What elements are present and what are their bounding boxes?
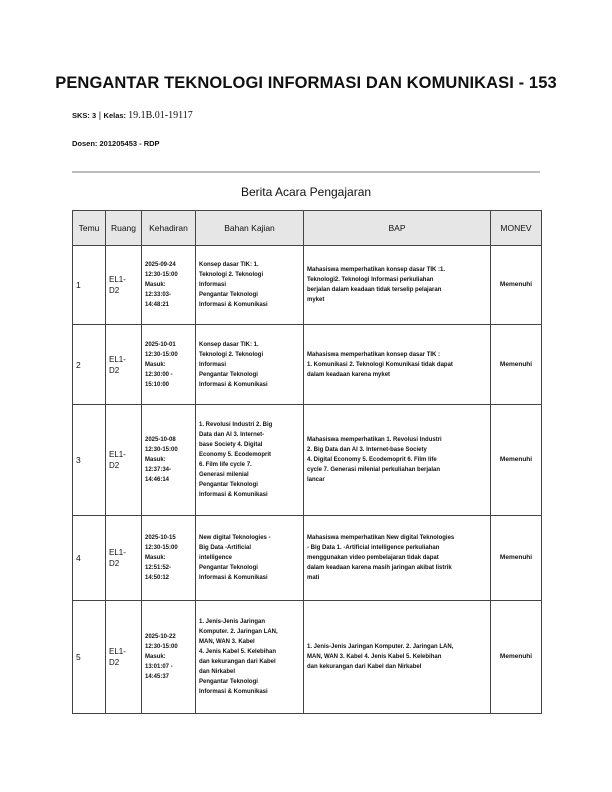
cell-bahan-kajian-line: Komputer. 2. Jaringan LAN, [199,629,278,635]
cell-bahan-kajian [196,405,304,516]
cell-bahan-kajian-line: MAN, WAN 3. Kabel [199,639,255,645]
cell-kehadiran [142,405,196,516]
cell-bahan-kajian [196,601,304,714]
cell-bahan-kajian-line: 4. Jenis Kabel 5. Kelebihan [199,649,277,655]
cell-bahan-kajian-line: 1. Revolusi Industri 2. Big [199,422,273,428]
cell-bap-line: Mahasiswa memperhatikan konsep dasar TIK :1. [307,267,446,273]
cell-ruang [106,405,142,516]
cell-ruang-line: D2 [109,559,120,568]
cell-bahan-kajian-line: Pengantar Teknologi [199,679,258,685]
cell-bahan-kajian-line: Generasi milenial [199,472,249,478]
cell-ruang-line: EL1- [109,275,126,284]
cell-kehadiran-line: 12:30-15:00 [145,447,178,453]
table-row [73,601,542,714]
cell-bap [304,246,491,325]
cell-bahan-kajian-line: Informasi & Komunikasi [199,575,268,581]
cell-monev: Memenuhi [491,516,542,601]
cell-temu: 4 [73,516,106,601]
cell-bap-line: dalam keadaan karena masih jaringan akibat listrik [307,565,452,571]
cell-ruang [106,246,142,325]
course-meta [72,110,193,121]
cell-ruang [106,601,142,714]
cell-kehadiran-line: Masuk: [145,457,166,463]
cell-bahan-kajian-line: Big Data -Artificial [199,545,252,551]
cell-bap-line: mati [307,575,320,581]
cell-bap-line: dan kekurangan dari Kabel dan Nirkabel [307,664,422,670]
column-header-monev: MONEV [491,211,542,246]
cell-kehadiran-line: 14:46:14 [145,477,170,483]
cell-bap-line: berjalan dalam keadaan tidak terselip pelajaran [307,287,442,293]
cell-bahan-kajian-line: Informasi & Komunikasi [199,689,268,695]
cell-kehadiran-line: 14:50:12 [145,575,170,581]
cell-bap-line: lancar [307,477,325,483]
cell-kehadiran-line: 12:30-15:00 [145,644,178,650]
cell-bahan-kajian-line: dan Nirkabel [199,669,236,675]
table-body [73,246,542,714]
column-header-temu: Temu [73,211,106,246]
cell-bahan-kajian-line: Data dan AI 3. Internet- [199,432,265,438]
table-row [73,325,542,405]
cell-temu: 2 [73,325,106,405]
cell-ruang-line: EL1- [109,647,126,656]
cell-ruang-line: D2 [109,461,120,470]
cell-temu: 5 [73,601,106,714]
cell-bahan-kajian-line: Informasi & Komunikasi [199,302,268,308]
cell-bap-line: menggunakan video pembelajaran tidak dapat [307,555,439,561]
cell-kehadiran-line: 12:30-15:00 [145,351,178,358]
cell-kehadiran [142,516,196,601]
cell-kehadiran-line: 2025-09-24 [145,262,176,268]
cell-bahan-kajian-line: Informasi [199,361,227,368]
cell-bahan-kajian [196,246,304,325]
table-header-row [73,211,542,246]
table-row [73,405,542,516]
column-header-ruang: Ruang [106,211,142,246]
cell-bap-line: Mahasiswa memperhatikan konsep dasar TIK : [307,351,441,358]
cell-kehadiran-line: 12:33:03- [145,292,172,298]
cell-bahan-kajian-line: Teknologi 2. Teknologi [199,272,264,278]
page-title: PENGANTAR TEKNOLOGI INFORMASI DAN KOMUNIKASI - 153 [55,74,557,92]
teaching-report-table [72,210,542,714]
column-header-bap: BAP [304,211,491,246]
cell-temu: 1 [73,246,106,325]
cell-bap-line: dalam keadaan karena myket [307,371,391,378]
cell-bap-line: Teknologi2. Teknologi Informasi perkuliahan [307,277,434,283]
column-header-kehadiran: Kehadiran [142,211,196,246]
cell-kehadiran [142,325,196,405]
cell-kehadiran-line: 2025-10-15 [145,535,176,541]
section-divider [72,171,540,173]
cell-bahan-kajian [196,516,304,601]
cell-kehadiran-line: 12:30-15:00 [145,272,178,278]
cell-bahan-kajian-line: Informasi & Komunikasi [199,492,268,498]
cell-ruang-line: EL1- [109,450,126,459]
cell-monev: Memenuhi [491,601,542,714]
cell-kehadiran-line: 2025-10-08 [145,437,176,443]
sks-label: SKS [72,111,88,120]
sks-value: 3 [92,111,97,120]
cell-kehadiran-line: 12:30-15:00 [145,545,178,551]
cell-kehadiran-line: 2025-10-22 [145,634,176,640]
cell-ruang-line: EL1- [109,548,126,557]
column-header-bahan-kajian: Bahan Kajian [196,211,304,246]
cell-bahan-kajian-line: Pengantar Teknologi [199,371,258,378]
cell-ruang-line: D2 [109,286,120,295]
table-row [73,246,542,325]
cell-ruang [106,325,142,405]
cell-bahan-kajian-line: Economy 5. Ecodemoprit [199,452,272,458]
dosen-value: 201205453 - RDP [99,139,160,148]
cell-kehadiran-line: 12:37:34- [145,467,172,473]
cell-bap-line: 1. Komunikasi 2. Teknologi Komunikasi tidak dapat [307,361,453,368]
cell-kehadiran-line: Masuk: [145,555,166,561]
lecturer-meta [72,139,160,148]
kelas-colon: : [123,111,129,120]
cell-kehadiran-line: 2025-10-01 [145,341,176,348]
cell-bap [304,516,491,601]
cell-ruang [106,516,142,601]
cell-bahan-kajian-line: Pengantar Teknologi [199,565,258,571]
cell-monev: Memenuhi [491,405,542,516]
cell-bahan-kajian-line: 1. Jenis-Jenis Jaringan [199,619,266,625]
cell-bap [304,601,491,714]
cell-bap-line: Mahasiswa memperhatikan 1. Revolusi Industri [307,437,442,443]
cell-bahan-kajian-line: New digital Teknologies - [199,535,271,541]
cell-ruang-line: D2 [109,365,120,375]
cell-bahan-kajian-line: intelligence [199,555,233,561]
cell-bap-line: 1. Jenis-Jenis Jaringan Komputer. 2. Jaringan LAN, [307,644,454,650]
kelas-value: 19.1B.01-19117 [128,110,193,121]
cell-bap-line: - Big Data 1. -Artificial intelligence perkuliahan [307,545,440,551]
cell-bahan-kajian-line: Teknologi 2. Teknologi [199,351,264,358]
cell-kehadiran-line: Masuk: [145,361,166,368]
cell-kehadiran [142,246,196,325]
section-title: Berita Acara Pengajaran [240,185,372,199]
cell-bahan-kajian-line: 6. Film life cycle 7. [199,462,252,468]
meta-separator: | [96,110,104,120]
cell-bahan-kajian-line: dan kekurangan dari Kabel [199,659,276,665]
cell-kehadiran-line: 12:51:52- [145,565,172,571]
table-row [73,516,542,601]
cell-bap-line: Mahasiswa memperhatikan New digital Teknologies [307,535,455,541]
cell-ruang-line: D2 [109,658,120,667]
cell-bahan-kajian-line: Informasi [199,282,227,288]
cell-kehadiran-line: 14:45:37 [145,674,170,680]
cell-bap-line: 2. Big Data dan AI 3. Internet-base Society [307,447,427,453]
dosen-colon: : [94,139,100,148]
cell-monev: Memenuhi [491,246,542,325]
cell-bahan-kajian-line: Pengantar Teknologi [199,292,258,298]
cell-bahan-kajian-line: base Society 4. Digital [199,442,263,448]
cell-temu: 3 [73,405,106,516]
cell-bahan-kajian-line: Konsep dasar TIK: 1. [199,341,259,348]
cell-bap [304,405,491,516]
cell-kehadiran-line: 12:30:00 - [145,371,173,378]
cell-bap-line: cycle 7. Generasi milenial perkuliahan berjalan [307,467,441,473]
dosen-label: Dosen [72,139,95,148]
cell-bap [304,325,491,405]
cell-bap-line: myket [307,297,325,303]
cell-bahan-kajian-line: Informasi & Komunikasi [199,381,268,388]
sks-colon: : [87,111,93,120]
cell-kehadiran-line: 14:48:21 [145,302,170,308]
cell-kehadiran-line: Masuk: [145,654,166,660]
kelas-label: Kelas [103,111,124,120]
cell-kehadiran-line: 13:01:07 - [145,664,173,670]
cell-bahan-kajian [196,325,304,405]
cell-kehadiran-line: 15:10:00 [145,381,170,388]
cell-bap-line: 4. Digital Economy 5. Ecodemoprit 6. Film life [307,457,437,463]
cell-monev: Memenuhi [491,325,542,405]
cell-bap-line: MAN, WAN 3. Kabel 4. Jenis Kabel 5. Kelebihan [307,654,442,660]
cell-bahan-kajian-line: Pengantar Teknologi [199,482,258,488]
cell-bahan-kajian-line: Konsep dasar TIK: 1. [199,262,259,268]
cell-kehadiran [142,601,196,714]
cell-ruang-line: EL1- [109,354,126,364]
cell-kehadiran-line: Masuk: [145,282,166,288]
